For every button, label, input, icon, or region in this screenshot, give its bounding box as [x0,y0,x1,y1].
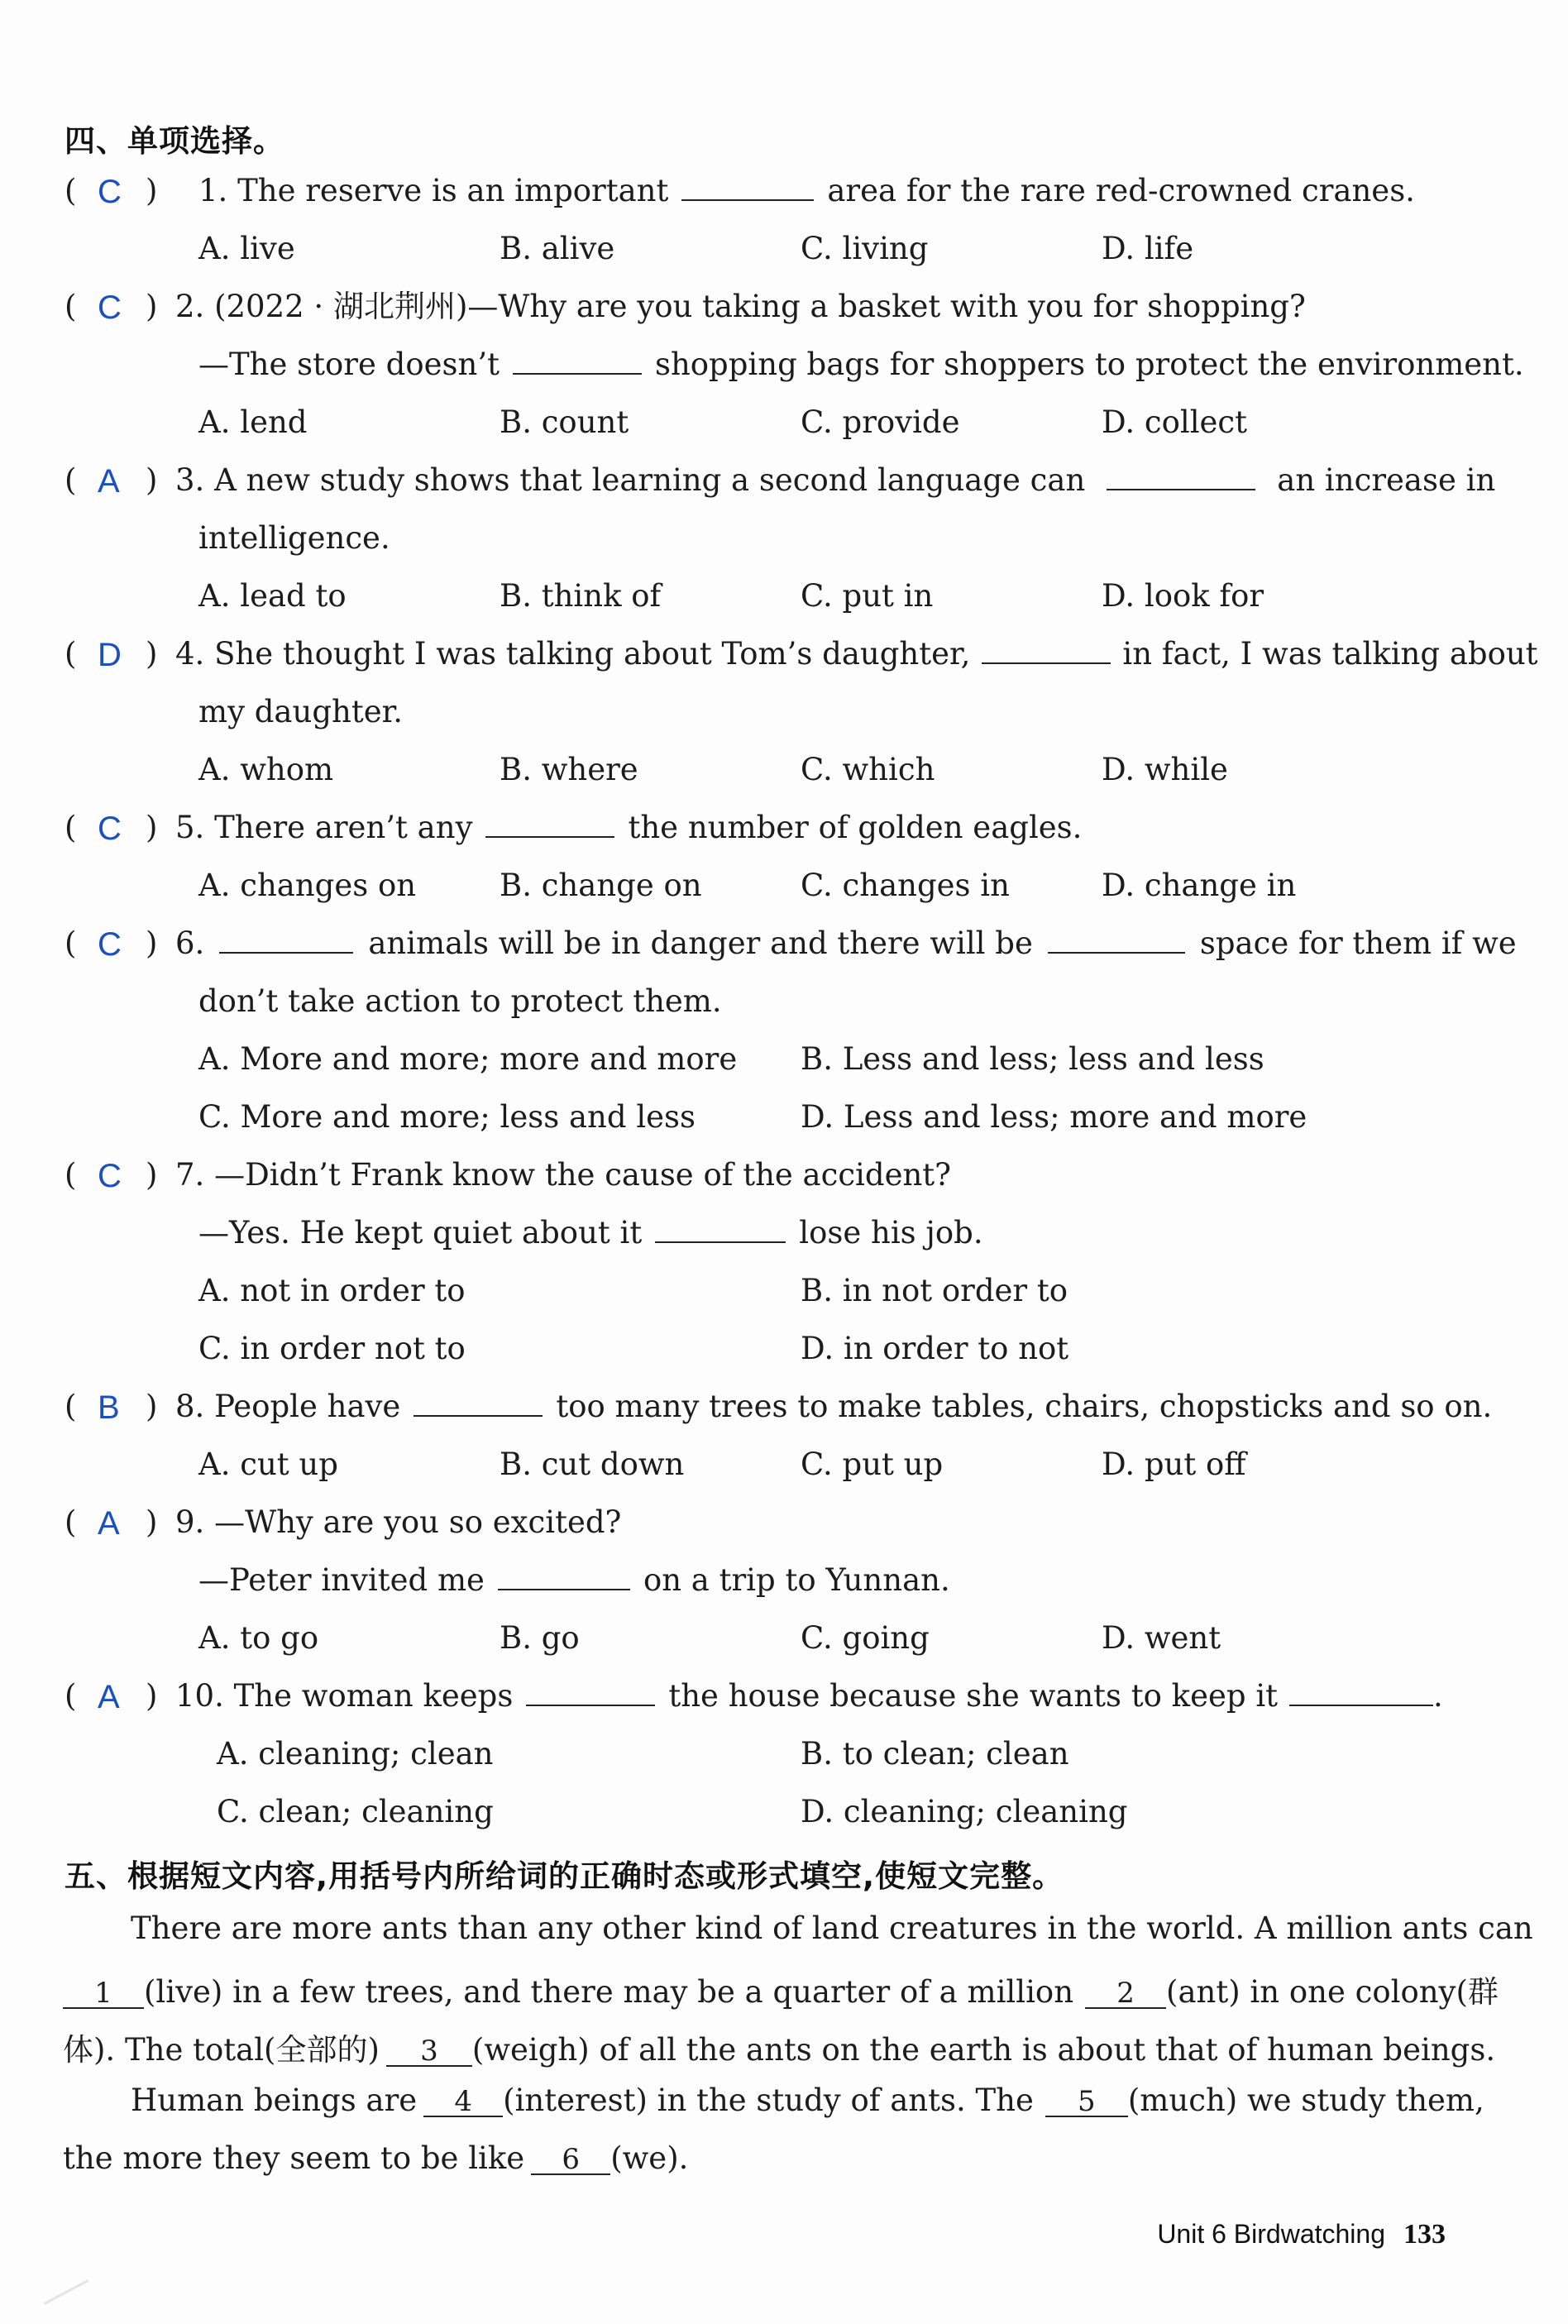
passage-line-1: There are more ants than any other kind of land creatures in the world. A million ants can [131,1910,1533,1946]
question-2-stem: 2. (2022 · 湖北荆州)—Why are you taking a basket with you for shopping? [175,289,1306,324]
page-footer [1157,2219,1446,2250]
question-1-stem: 1. The reserve is an important [198,173,669,208]
section-four-heading: 四、单项选择。 [65,123,284,159]
blank-3: 3 [386,2037,472,2067]
workbook-page: 四、单项选择。 ( C ) 1. The reserve is an important area for the rare red-crowned cranes. A. live B. alive C. living D. life ( C ) 2. (2022 · 湖北荆州)—Why are you taking a basket with you for shopping? —The store doesn’t shopping bags for shoppers to protect the environment. A. lend B. count C. provide D. collect ( A ) 3. A new study shows that learning a second language can an increase in intelligence. A. lead to B. think of C. put in D. look for ( D ) 4. She thought I was talking about Tom’s daughter, in fact, I was talking about my daughter. A. whom B. where C. which D. while ( C ) 5. There aren’t any the number of golden eagles. A. changes on B. change on C. changes in D. change in ( C ) 6. animals will be in danger and there will be space for them if we don’t take action to protect them. A. More and more; more and more B. Less and less; less and less C. More and more; less and less D. Less and less; more and more ( C ) 7. —Didn’t Frank know the cause of the accident? —Yes. He kept quiet about it lose his job. A. not in order to B. in not order to C. in order not to D. in order to not ( B ) 8. People have too many trees to make tables, chairs, chopsticks and so on. A. cut up B. cut down C. put up D. put off ( A ) 9. —Why are you so excited? —Peter invited me on a trip to Yunnan. A. to go B. go C. going D. went ( A ) 10. The woman keeps the house because she wants to keep it . A. cleaning; clean B. to clean; clean C. clean; cleaning D. cleaning; cleaning 五、根据短文内容,用括号内所给词的正确时态或形式填空,使短文完整。 There are more ants than any other kind of land creatures in the world. A million ants can 1 (live) in a few trees, and there may be a quarter of a million 2 (ant) in one colony(群 体). The total(全部的) 3 (weigh) of all the ants on the earth is about that of human beings. Human beings are 4 (interest) in the study of ants. The 5 (much) we study them, the more they seem to be like 6 (we). Unit 6 Birdwatching 133 [0,0,1568,2324]
blank-2: 2 [1085,1979,1166,2009]
answer-2: C [98,289,122,326]
answer-7: C [98,1158,122,1194]
answer-3: A [98,463,120,500]
passage-line-2: 1 (live) in a few trees, and there may be a quarter of a million 2 (ant) in one colony(群 [63,1967,1499,2011]
blank-1: 1 [63,1979,144,2009]
page-number: 133 [1403,2219,1446,2250]
answer-1: C [98,174,122,210]
answer-5: C [98,811,122,847]
blank-6: 6 [531,2145,610,2175]
blank-4: 4 [423,2087,503,2117]
passage-line-3: 体). The total(全部的) 3 (weigh) of all the ants on the earth is about that of human beings. [63,2032,1496,2068]
passage-line-4: Human beings are 4 (interest) in the study of ants. The 5 (much) we study them, [131,2083,1484,2118]
answer-9: A [98,1505,120,1542]
answer-6: C [98,926,122,963]
scan-mark [44,2279,88,2305]
unit-title: Unit 6 Birdwatching [1157,2219,1385,2249]
answer-8: B [98,1389,120,1426]
passage-line-5: the more they seem to be like 6 (we). [63,2140,689,2176]
section-five-heading: 五、根据短文内容,用括号内所给词的正确时态或形式填空,使短文完整。 [65,1858,1064,1894]
blank-5: 5 [1045,2087,1128,2117]
answer-10: A [98,1679,120,1715]
answer-4: D [98,637,122,673]
